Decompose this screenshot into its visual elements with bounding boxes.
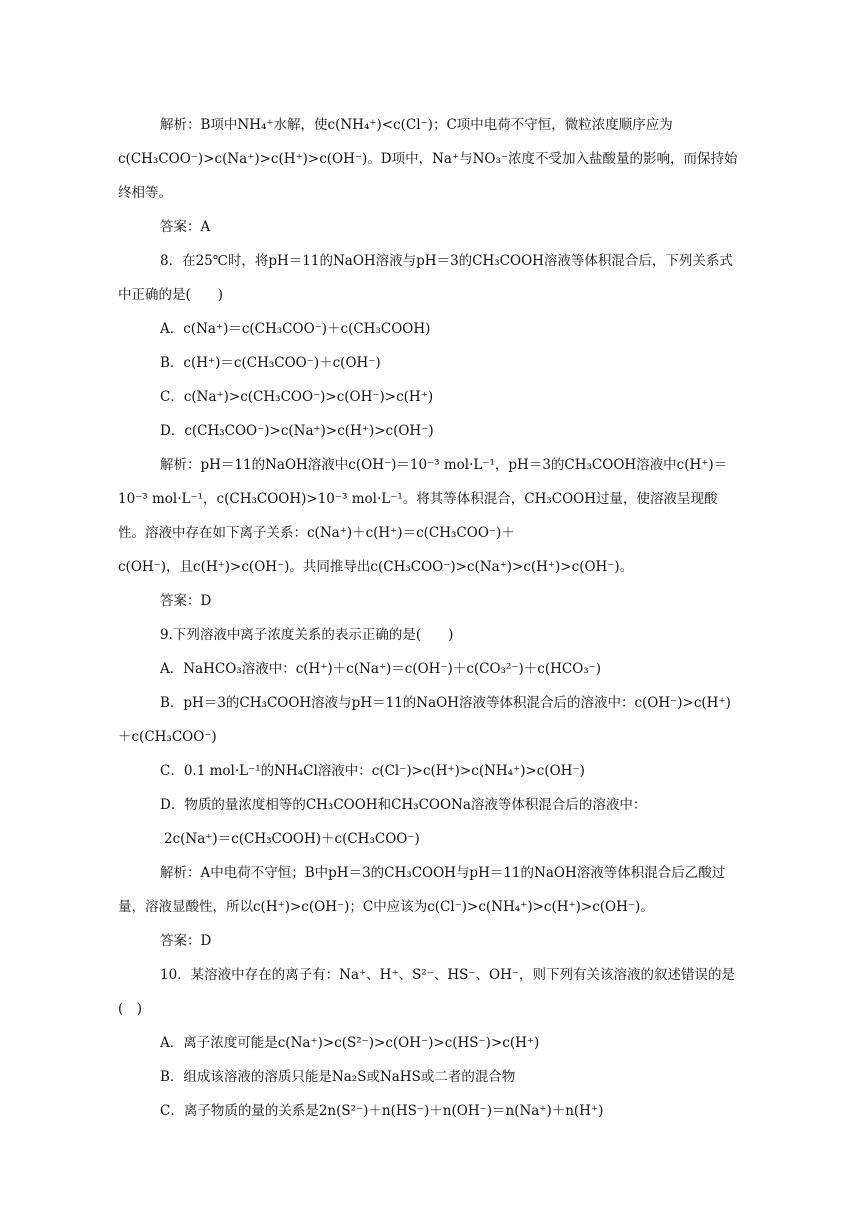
question-8-option-d: D．c(CH₃COO⁻)>c(Na⁺)>c(H⁺)>c(OH⁻) (160, 423, 434, 439)
question-10-option-c: C．离子物质的量的关系是2n(S²⁻)＋n(HS⁻)＋n(OH⁻)＝n(Na⁺)＋n(H⁺) (160, 1103, 604, 1119)
question-8-option-b: B．c(H⁺)＝c(CH₃COO⁻)＋c(OH⁻) (160, 355, 381, 371)
question-9-stem: 9.下列溶液中离子浓度关系的表示正确的是( ) (160, 627, 454, 643)
question-10-option-b: B．组成该溶液的溶质只能是Na₂S或NaHS或二者的混合物 (160, 1069, 516, 1085)
question-8-stem: 8．在25℃时，将pH＝11的NaOH溶液与pH＝3的CH₃COOH溶液等体积混合后，下列关系式中正确的是( ) (118, 253, 733, 303)
question-8-option-a: A．c(Na⁺)＝c(CH₃COO⁻)＋c(CH₃COOH) (160, 321, 431, 337)
question-10-stem: 10．某溶液中存在的离子有：Na⁺、H⁺、S²⁻、HS⁻、OH⁻，则下列有关该溶液的叙述错误的是( ) (118, 967, 735, 1017)
question-9-option-d-formula: 2c(Na⁺)＝c(CH₃COOH)＋c(CH₃COO⁻) (164, 831, 420, 847)
question-10-option-a: A．离子浓度可能是c(Na⁺)>c(S²⁻)>c(OH⁻)>c(HS⁻)>c(H⁺) (160, 1035, 540, 1051)
answer-line: 答案：D (160, 593, 212, 609)
analysis-paragraph: 解析：B项中NH₄⁺水解，使c(NH₄⁺)<c(Cl⁻)；C项中电荷不守恒，微粒浓度顺序应为c(CH₃COO⁻)>c(Na⁺)>c(H⁺)>c(OH⁻)。D项中，Na⁺与NO₃⁻浓度不受加入盐酸量的影响，而保持始终相等。 (118, 117, 738, 201)
answer-line: 答案：A (160, 219, 211, 235)
document-body (118, 108, 743, 1128)
question-9-option-d: D．物质的量浓度相等的CH₃COOH和CH₃COONa溶液等体积混合后的溶液中： (160, 797, 647, 813)
analysis-continuation: c(OH⁻)，且c(H⁺)>c(OH⁻)。共同推导出c(CH₃COO⁻)>c(Na⁺)>c(H⁺)>c(OH⁻)。 (118, 559, 634, 575)
analysis-paragraph: 解析：pH＝11的NaOH溶液中c(OH⁻)＝10⁻³ mol·L⁻¹，pH＝3的CH₃COOH溶液中c(H⁺)＝10⁻³ mol·L⁻¹，c(CH₃COOH)>10⁻³ mol·L⁻¹。将其等体积混合，CH₃COOH过量，使溶液呈现酸性。溶液中存在如下离子关系：c(Na⁺)＋c(H⁺)＝c(CH₃COO⁻)＋ (118, 457, 728, 541)
question-9-option-b: B．pH＝3的CH₃COOH溶液与pH＝11的NaOH溶液等体积混合后的溶液中：c(OH⁻)>c(H⁺)＋c(CH₃COO⁻) (118, 695, 731, 745)
question-9-option-c: C．0.1 mol·L⁻¹的NH₄Cl溶液中：c(Cl⁻)>c(H⁺)>c(NH₄⁺)>c(OH⁻) (160, 763, 585, 779)
analysis-paragraph: 解析：A中电荷不守恒；B中pH＝3的CH₃COOH与pH＝11的NaOH溶液等体积混合后乙酸过量，溶液显酸性，所以c(H⁺)>c(OH⁻)；C中应该为c(Cl⁻)>c(NH₄⁺)>c(H⁺)>c(OH⁻)。 (118, 865, 726, 915)
question-8-option-c: C．c(Na⁺)>c(CH₃COO⁻)>c(OH⁻)>c(H⁺) (160, 389, 434, 405)
answer-line: 答案：D (160, 933, 212, 949)
question-9-option-a: A．NaHCO₃溶液中：c(H⁺)＋c(Na⁺)＝c(OH⁻)＋c(CO₃²⁻)＋c(HCO₃⁻) (160, 661, 602, 677)
